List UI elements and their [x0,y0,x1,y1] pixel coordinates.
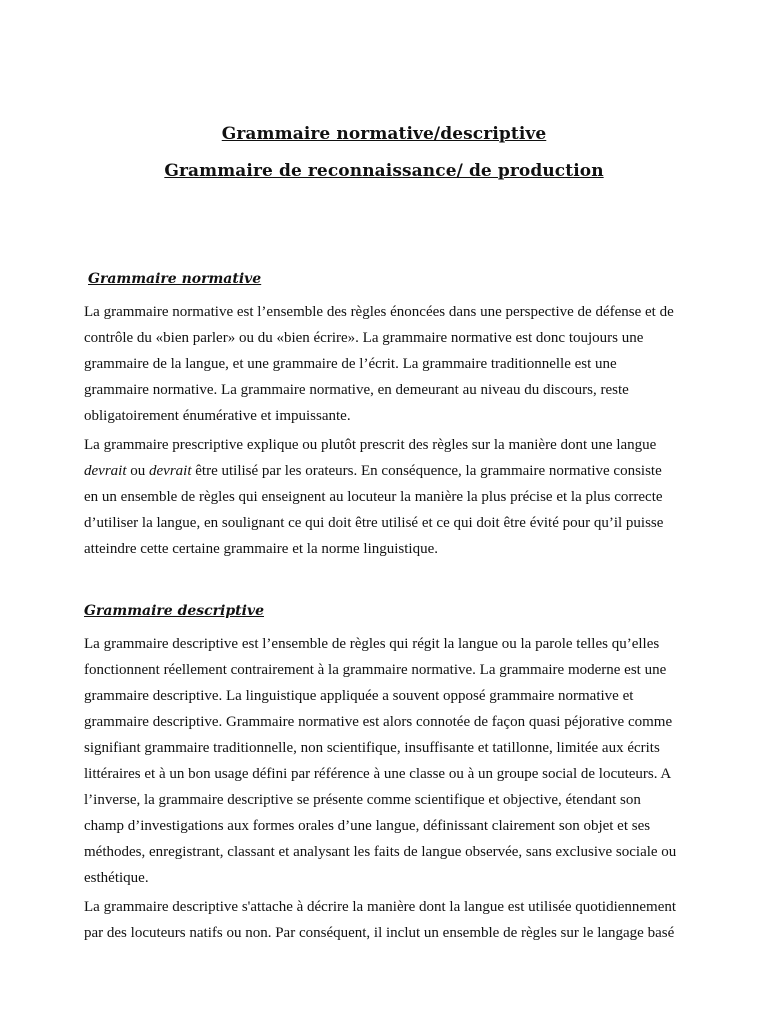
text-line: grammaire normative. La grammaire normative, en demeurant au niveau du discours, reste [84,382,629,398]
text-line: d’utiliser la langue, en soulignant ce qui doit être utilisé et ce qui doit être évité pour qu’il puisse [84,515,664,531]
text-line: La grammaire descriptive est l’ensemble de règles qui régit la langue ou la parole telles qu’elles [84,636,660,652]
text-line: La grammaire normative est l’ensemble des règles énoncées dans une perspective de défense et de [84,304,674,320]
text-fragment: ou [126,463,149,479]
text-line: par des locuteurs natifs ou non. Par conséquent, il inclut un ensemble de règles sur le langage basé [84,925,675,941]
text-line [84,458,694,484]
text-line: grammaire descriptive. Grammaire normative est alors connotée de façon quasi péjorative comme [84,714,673,730]
text-line: esthétique. [84,870,149,886]
document-title-block [0,124,768,181]
text-line: La grammaire prescriptive explique ou plutôt prescrit des règles sur la manière dont une langue [84,437,657,453]
text-line: en un ensemble de règles qui enseignent au locuteur la manière la plus précise et la plus correcte [84,489,663,505]
text-line: champ d’investigations aux formes orales d’une langue, définissant clairement son objet et ses [84,818,651,834]
section-heading-descriptive: Grammaire descriptive [84,603,264,619]
text-line: fonctionnent réellement contrairement à la grammaire normative. La grammaire moderne est une [84,662,667,678]
emphasis-word: devrait [84,463,127,479]
text-line: atteindre cette certaine grammaire et la norme linguistique. [84,541,439,557]
text-line: méthodes, enregistrant, classant et analysant les faits de langue observée, sans exclusive sociale ou [84,844,677,860]
emphasis-word: devrait [149,463,192,479]
section-heading-normative: Grammaire normative [88,271,262,287]
document-subtitle: Grammaire de reconnaissance/ de production [164,161,604,181]
text-line: grammaire descriptive. La linguistique appliquée a souvent opposé grammaire normative et [84,688,634,704]
text-line: littéraires et à un bon usage défini par référence à une classe ou à un groupe social de locuteurs. A [84,766,672,782]
text-line: contrôle du «bien parler» ou du «bien écrire». La grammaire normative est donc toujours une [84,330,644,346]
descriptive-paragraph-1 [84,631,694,891]
text-line: grammaire de la langue, et une grammaire de l’écrit. La grammaire traditionnelle est une [84,356,617,372]
normative-paragraph-2 [84,432,694,562]
text-line: l’inverse, la grammaire descriptive se présente comme scientifique et objective, étendant son [84,792,641,808]
text-line: obligatoirement énumérative et impuissante. [84,408,351,424]
text-line: signifiant grammaire traditionnelle, non scientifique, insuffisante et tatillonne, limitée aux écrits [84,740,660,756]
normative-paragraph-1 [84,299,694,429]
text-fragment: être utilisé par les orateurs. En conséquence, la grammaire normative consiste [191,463,662,479]
text-line: La grammaire descriptive s'attache à décrire la manière dont la langue est utilisée quotidiennement [84,899,677,915]
document-title: Grammaire normative/descriptive [221,124,547,144]
descriptive-paragraph-2 [84,894,694,946]
